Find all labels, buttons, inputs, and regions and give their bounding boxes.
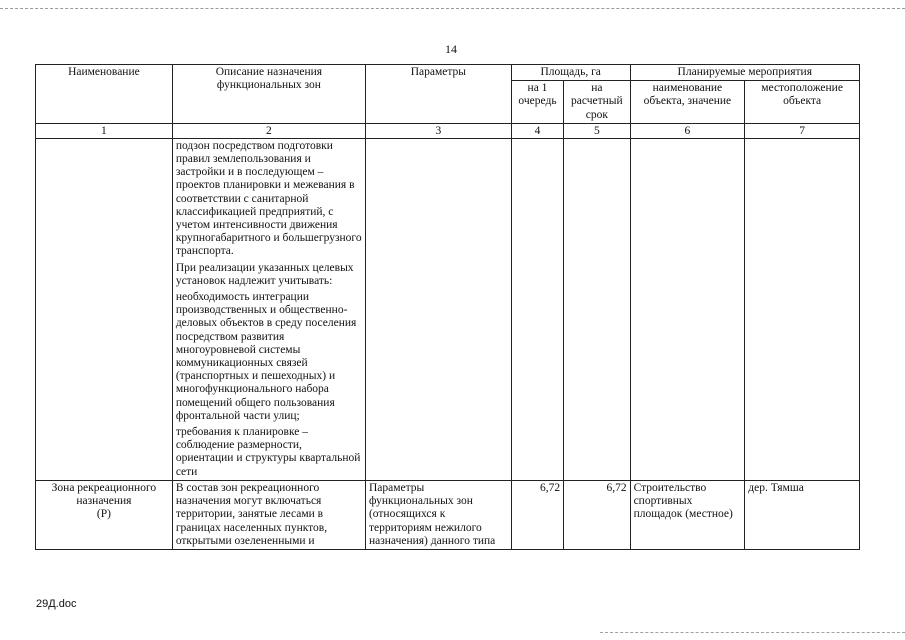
column-number: 1 xyxy=(36,123,173,138)
scan-border-bottom xyxy=(600,632,905,633)
zone-name: Зона рекреационного назначения xyxy=(51,481,157,508)
header-area-calc-period: на расчетный срок xyxy=(564,81,630,124)
cell-area-calc-period: 6,72 xyxy=(564,480,630,549)
cell-zone-parameters: Параметры функциональных зон (относящихся к территориям нежилого назначения) данного типа xyxy=(365,480,511,549)
scan-border-top xyxy=(0,8,905,9)
header-parameters: Параметры xyxy=(365,65,511,124)
table-row-recreation-zone xyxy=(36,480,860,549)
cell-empty xyxy=(365,138,511,480)
column-number: 2 xyxy=(172,123,365,138)
column-number: 3 xyxy=(365,123,511,138)
paragraph: подзон посредством подготовки правил землепользования и застройки и в последующем – проектов планировки и межевания в соответствии с санитарной классификацией предприятий, с учетом интенсивности движения крупногабаритного и большегрузного транспорта. xyxy=(175,139,362,258)
header-object-name: наименование объекта, значение xyxy=(630,81,745,124)
header-description: Описание назначения функциональных зон xyxy=(172,65,365,124)
header-object-location: местоположение объекта xyxy=(745,81,860,124)
cell-empty xyxy=(36,138,173,480)
cell-planned-object: Строительство спортивных площадок (местное) xyxy=(630,480,745,549)
zone-code: (Р) xyxy=(96,508,111,521)
cell-area-first-stage: 6,72 xyxy=(511,480,563,549)
cell-object-location: дер. Тямша xyxy=(745,480,860,549)
header-row-1 xyxy=(36,65,860,81)
table-row-continuation xyxy=(36,138,860,480)
column-number: 4 xyxy=(511,123,563,138)
document-filename: 29Д.doc xyxy=(36,598,77,610)
column-number: 7 xyxy=(745,123,860,138)
column-number: 5 xyxy=(564,123,630,138)
cell-description-continuation xyxy=(172,138,365,480)
paragraph: требования к планировке – соблюдение размерности, ориентации и структуры квартальной сети xyxy=(175,426,361,478)
paragraph: необходимость интеграции производственных и общественно-деловых объектов в среду поселения посредством развития многоуровневой системы коммуникационных связей (транспортных и пешеходных) и многофункционального набора помещений общего пользования фронтальной части улиц; xyxy=(175,291,357,422)
cell-zone-name xyxy=(36,480,173,549)
column-number: 6 xyxy=(630,123,745,138)
header-area-first-stage: на 1 очередь xyxy=(511,81,563,124)
page-number: 14 xyxy=(445,42,457,56)
paragraph: При реализации указанных целевых установок надлежит учитывать: xyxy=(175,261,354,287)
header-area: Площадь, га xyxy=(511,65,630,81)
cell-empty xyxy=(745,138,860,480)
cell-empty xyxy=(630,138,745,480)
cell-empty xyxy=(511,138,563,480)
column-number-row xyxy=(36,123,860,138)
functional-zones-table xyxy=(35,64,860,550)
header-name: Наименование xyxy=(36,65,173,124)
header-planned-measures: Планируемые мероприятия xyxy=(630,65,859,81)
cell-zone-description: В состав зон рекреационного назначения могут включаться территории, занятые лесами в границах населенных пунктов, открытыми озелененными и xyxy=(172,480,365,549)
cell-empty xyxy=(564,138,630,480)
